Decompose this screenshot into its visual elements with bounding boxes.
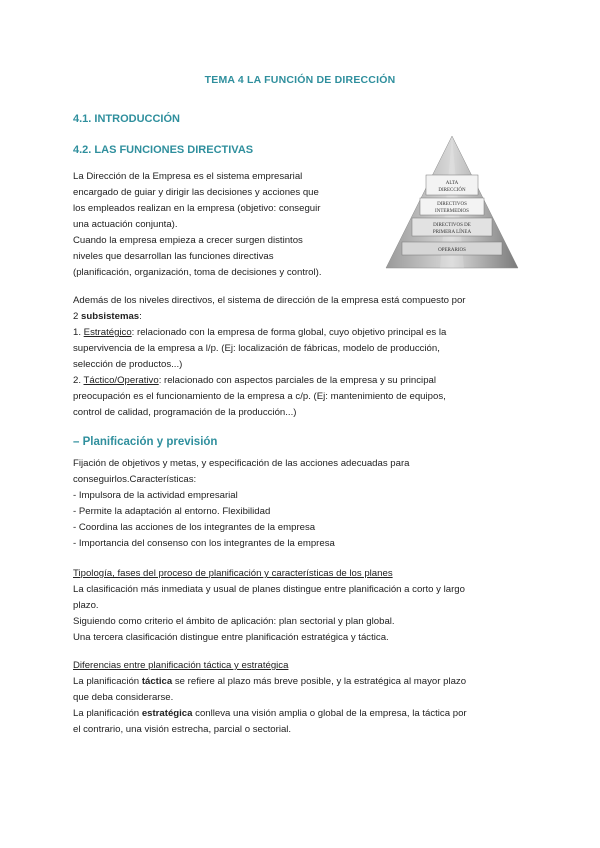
caract-line: Fijación de objetivos y metas, y especificación de las acciones adecuadas para [73, 458, 410, 469]
intro-paragraph [73, 169, 373, 281]
intro-line: (planificación, organización, toma de decisiones y control). [73, 267, 322, 278]
pyramid-label-alta-1: ALTA [445, 181, 459, 186]
subsistema-2-line3: control de calidad, programación de la producción...) [73, 407, 297, 418]
tipologia-section [73, 566, 533, 646]
caracteristicas-paragraph [73, 456, 533, 552]
tipologia-line: Siguiendo como criterio el ámbito de aplicación: plan sectorial y plan global. [73, 616, 395, 627]
subsistema-2-term: Táctico/Operativo [83, 375, 159, 386]
subsistemas-count-line [73, 309, 533, 325]
diferencias-heading: Diferencias entre planificación táctica y estratégica [73, 660, 289, 671]
subsistema-1-term: Estratégico [83, 327, 132, 338]
intro-line: encargado de guiar y dirigir las decisiones y acciones que [73, 187, 319, 198]
subsistema-1-line [73, 325, 533, 341]
subsistemas-count: 2 [73, 311, 82, 322]
diferencias-l3-c: conlleva una visión amplia o global de la empresa, la táctica por [192, 708, 467, 719]
subsistema-1-line3: selección de productos...) [73, 359, 183, 370]
direction-pyramid-figure [382, 134, 522, 274]
subsistemas-paragraph [73, 293, 533, 421]
pyramid-label-operarios: OPERARIOS [438, 248, 466, 253]
pyramid-label-alta-2: DIRECCIÓN [438, 188, 466, 193]
intro-line: una actuación conjunta). [73, 219, 178, 230]
caract-line: conseguirlos.Características: [73, 474, 197, 485]
diferencias-l3-a: La planificación [73, 708, 142, 719]
subsistemas-bold: subsistemas [81, 311, 140, 322]
subsistema-2-num: 2. [73, 375, 84, 386]
intro-line: niveles que desarrollan las funciones directivas [73, 251, 274, 262]
tipologia-heading: Tipología, fases del proceso de planificación y características de los planes [73, 568, 393, 579]
diferencias-l1-bold: táctica [141, 676, 173, 687]
diferencias-l3-bold: estratégica [141, 708, 193, 719]
subsistema-2-line [73, 373, 533, 389]
heading-introduccion: 4.1. INTRODUCCIÓN [73, 113, 180, 125]
intro-line: La Dirección de la Empresa es el sistema empresarial [73, 171, 303, 182]
subsistemas-lead: Además de los niveles directivos, el sistema de dirección de la empresa está compuesto por [73, 295, 466, 306]
diferencias-l1-c: se refiere al plazo más breve posible, y la estratégica al mayor plazo [172, 676, 467, 687]
intro-line: Cuando la empresa empieza a crecer surgen distintos [73, 235, 303, 246]
subsistema-1-num: 1. [73, 327, 84, 338]
subsistema-1-line2: supervivencia de la empresa a l/p. (Ej: localización de fábricas, modelo de producción, [73, 343, 440, 354]
diferencias-line-4: el contrario, una visión estrecha, parcial o sectorial. [73, 724, 292, 735]
subsistema-2-line2: preocupación es el funcionamiento de la empresa a c/p. (Ej: mantenimiento de equipos, [73, 391, 446, 402]
diferencias-line-2: que deba considerarse. [73, 692, 174, 703]
diferencias-line-3 [73, 706, 533, 722]
subsistema-1-rest: : relacionado con la empresa de forma global, cuyo objetivo principal es la [131, 327, 447, 338]
heading-planificacion: – Planificación y previsión [73, 436, 218, 448]
intro-line: los empleados realizan en la empresa (objetivo: conseguir [73, 203, 321, 214]
diferencias-section [73, 658, 533, 738]
tipologia-line: La clasificación más inmediata y usual de planes distingue entre planificación a corto y largo [73, 584, 465, 595]
tipologia-line: Una tercera clasificación distingue entre planificación estratégica y táctica. [73, 632, 389, 643]
caract-line: - Permite la adaptación al entorno. Flexibilidad [73, 506, 271, 517]
pyramid-label-inter-2: INTERMEDIOS [435, 209, 469, 214]
caract-line: - Coordina las acciones de los integrantes de la empresa [73, 522, 316, 533]
caract-line: - Importancia del consenso con los integrantes de la empresa [73, 538, 335, 549]
page-title: TEMA 4 LA FUNCIÓN DE DIRECCIÓN [204, 74, 396, 86]
subsistema-2-rest: : relacionado con aspectos parciales de la empresa y su principal [158, 375, 436, 386]
subsistemas-colon: : [139, 311, 142, 322]
diferencias-line-1 [73, 674, 533, 690]
caract-line: - Impulsora de la actividad empresarial [73, 490, 238, 501]
pyramid-label-prim-1: DIRECTIVOS DE [433, 223, 471, 228]
pyramid-label-inter-1: DIRECTIVOS [437, 202, 467, 207]
heading-funciones-directivas: 4.2. LAS FUNCIONES DIRECTIVAS [73, 144, 254, 156]
diferencias-l1-a: La planificación [73, 676, 142, 687]
pyramid-label-prim-2: PRIMERA LÍNEA [432, 230, 472, 235]
tipologia-line: plazo. [73, 600, 99, 611]
